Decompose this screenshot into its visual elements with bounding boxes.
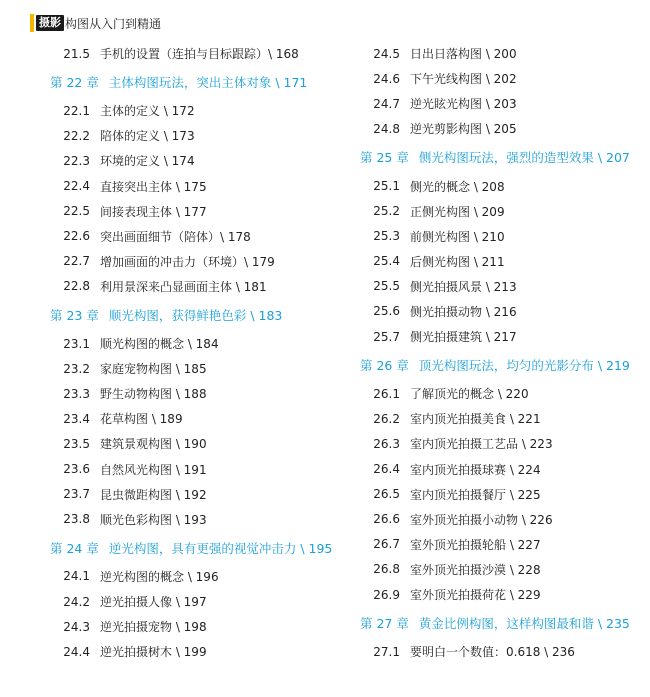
section-title: 自然风光构图 \ 191 (100, 462, 207, 477)
toc-entry[interactable] (50, 564, 350, 589)
toc-entry[interactable] (360, 199, 650, 224)
section-number: 22.4 (63, 179, 90, 194)
section-number: 26.7 (373, 537, 400, 552)
section-number: 25.4 (373, 254, 400, 269)
section-title: 下午光线构图 \ 202 (410, 72, 517, 87)
section-number: 23.5 (63, 436, 90, 451)
section-title: 主体的定义 \ 172 (100, 104, 195, 119)
section-number: 24.2 (63, 594, 90, 609)
section-number: 26.9 (373, 587, 400, 602)
section-title: 室内顶光拍摄餐厅 \ 225 (410, 487, 541, 502)
section-title: 昆虫微距构图 \ 192 (100, 487, 207, 502)
section-title: 侧光拍摄动物 \ 216 (410, 304, 517, 319)
section-number: 22.7 (63, 254, 90, 269)
section-number: 25.3 (373, 229, 400, 244)
section-number: 24.5 (373, 46, 400, 61)
section-number: 22.3 (63, 153, 90, 168)
section-title: 后侧光构图 \ 211 (410, 254, 505, 269)
section-number: 24.3 (63, 619, 90, 634)
section-title: 利用景深来凸显画面主体 \ 181 (100, 279, 267, 294)
header-title: 构图从入门到精通 (65, 16, 162, 31)
section-title: 室外顶光拍摄沙漠 \ 228 (410, 562, 541, 577)
toc-entry[interactable] (50, 224, 350, 249)
section-title: 逆光剪影构图 \ 205 (410, 122, 517, 137)
toc-entry[interactable] (50, 199, 350, 224)
section-title: 室内顶光拍摄工艺品 \ 223 (410, 437, 553, 452)
section-title: 逆光拍摄宠物 \ 198 (100, 620, 207, 635)
section-number: 25.2 (373, 204, 400, 219)
section-number: 24.7 (373, 96, 400, 111)
toc-entry[interactable] (360, 173, 650, 198)
section-title: 间接表现主体 \ 177 (100, 204, 207, 219)
toc-entry[interactable] (50, 589, 350, 614)
section-title: 逆光拍摄树木 \ 199 (100, 645, 207, 660)
toc-entry[interactable] (360, 381, 650, 406)
section-title: 直接突出主体 \ 175 (100, 179, 207, 194)
chapter-number: 第 26 章 (360, 358, 409, 374)
toc-chapter-heading[interactable] (360, 349, 650, 381)
page-header (30, 14, 161, 32)
section-title: 正侧光构图 \ 209 (410, 204, 505, 219)
section-title: 野生动物构图 \ 188 (100, 387, 207, 402)
toc-entry[interactable] (50, 431, 350, 456)
section-title: 侧光的概念 \ 208 (410, 179, 505, 194)
toc-chapter-heading[interactable] (50, 299, 350, 331)
toc-entry[interactable] (50, 356, 350, 381)
chapter-title: 黄金比例构图，这样构图最和谐 \ 235 (418, 616, 630, 632)
toc-chapter-heading[interactable] (50, 66, 350, 98)
toc-entry[interactable] (360, 91, 650, 116)
chapter-number: 第 22 章 (50, 75, 99, 91)
section-number: 23.8 (63, 512, 90, 527)
section-number: 26.5 (373, 487, 400, 502)
section-number: 23.4 (63, 411, 90, 426)
toc-entry[interactable] (50, 482, 350, 507)
section-title: 侧光拍摄建筑 \ 217 (410, 330, 517, 345)
section-number: 22.5 (63, 204, 90, 219)
section-number: 24.4 (63, 644, 90, 659)
section-title: 了解顶光的概念 \ 220 (410, 387, 529, 402)
section-number: 26.2 (373, 411, 400, 426)
section-title: 手机的设置（连拍与目标跟踪）\ 168 (100, 47, 299, 62)
section-title: 逆光构图的概念 \ 196 (100, 569, 219, 584)
section-number: 24.1 (63, 569, 90, 584)
section-title: 环境的定义 \ 174 (100, 154, 195, 169)
toc-entry[interactable] (50, 381, 350, 406)
toc-entry[interactable] (360, 532, 650, 557)
chapter-number: 第 25 章 (360, 150, 409, 166)
section-number: 23.3 (63, 386, 90, 401)
section-number: 26.3 (373, 436, 400, 451)
toc-entry[interactable] (360, 224, 650, 249)
chapter-number: 第 23 章 (50, 307, 99, 323)
section-number: 26.6 (373, 512, 400, 527)
section-number: 23.2 (63, 361, 90, 376)
toc-entry[interactable] (50, 406, 350, 431)
section-number: 25.5 (373, 279, 400, 294)
chapter-title: 主体构图玩法，突出主体对象 \ 171 (108, 75, 308, 91)
chapter-title: 逆光构图，具有更强的视觉冲击力 \ 195 (108, 540, 333, 556)
section-number: 22.8 (63, 279, 90, 294)
toc-entry[interactable] (360, 116, 650, 141)
section-number: 21.5 (63, 46, 90, 61)
section-title: 陪体的定义 \ 173 (100, 129, 195, 144)
toc-entry[interactable] (50, 507, 350, 532)
section-number: 22.2 (63, 128, 90, 143)
toc-entry[interactable] (360, 482, 650, 507)
toc-entry[interactable] (50, 123, 350, 148)
toc-entry[interactable] (360, 582, 650, 607)
toc-entry[interactable] (360, 324, 650, 349)
header-badge: 摄影 (36, 15, 64, 31)
section-number: 27.1 (373, 644, 400, 659)
section-title: 顺光构图的概念 \ 184 (100, 337, 219, 352)
chapter-title: 侧光构图玩法，强烈的造型效果 \ 207 (418, 150, 630, 166)
section-title: 家庭宠物构图 \ 185 (100, 362, 207, 377)
section-number: 23.7 (63, 487, 90, 502)
toc-entry[interactable] (360, 507, 650, 532)
toc-entry[interactable] (360, 249, 650, 274)
section-number: 25.7 (373, 329, 400, 344)
toc-entry[interactable] (50, 457, 350, 482)
section-number: 22.1 (63, 103, 90, 118)
section-title: 突出画面细节（陪体）\ 178 (100, 229, 251, 244)
section-title: 逆光拍摄人像 \ 197 (100, 595, 207, 610)
chapter-number: 第 27 章 (360, 616, 409, 632)
section-title: 顺光色彩构图 \ 193 (100, 512, 207, 527)
section-number: 26.4 (373, 462, 400, 477)
toc-left-column (50, 41, 350, 664)
header-accent-bar (30, 14, 34, 32)
toc-chapter-heading[interactable] (360, 607, 650, 639)
toc-entry[interactable] (50, 639, 350, 664)
chapter-title: 顶光构图玩法，均匀的光影分布 \ 219 (418, 358, 630, 374)
section-title: 日出日落构图 \ 200 (410, 47, 517, 62)
section-number: 25.1 (373, 179, 400, 194)
toc-entry[interactable] (50, 331, 350, 356)
toc-entry[interactable] (360, 41, 650, 66)
toc-entry[interactable] (360, 406, 650, 431)
toc-entry[interactable] (360, 557, 650, 582)
section-number: 25.6 (373, 304, 400, 319)
section-title: 逆光眩光构图 \ 203 (410, 97, 517, 112)
section-number: 26.1 (373, 386, 400, 401)
section-title: 侧光拍摄风景 \ 213 (410, 279, 517, 294)
section-number: 24.8 (373, 121, 400, 136)
toc-entry[interactable] (360, 299, 650, 324)
toc-entry[interactable] (50, 274, 350, 299)
toc-entry[interactable] (50, 173, 350, 198)
toc-right-column (360, 41, 650, 664)
section-title: 室外顶光拍摄小动物 \ 226 (410, 512, 553, 527)
section-number: 22.6 (63, 229, 90, 244)
section-title: 要明白一个数值：0.618 \ 236 (410, 645, 575, 660)
toc-entry[interactable] (50, 41, 350, 66)
toc-chapter-heading[interactable] (360, 141, 650, 173)
chapter-title: 顺光构图，获得鲜艳色彩 \ 183 (108, 307, 283, 323)
section-title: 增加画面的冲击力（环境）\ 179 (100, 254, 275, 269)
section-title: 花草构图 \ 189 (100, 412, 183, 427)
section-title: 前侧光构图 \ 210 (410, 229, 505, 244)
toc-entry[interactable] (360, 431, 650, 456)
toc-entry[interactable] (360, 274, 650, 299)
section-title: 建筑景观构图 \ 190 (100, 437, 207, 452)
section-title: 室内顶光拍摄美食 \ 221 (410, 412, 541, 427)
section-title: 室内顶光拍摄球赛 \ 224 (410, 462, 541, 477)
toc-entry[interactable] (360, 66, 650, 91)
section-number: 23.1 (63, 336, 90, 351)
section-number: 24.6 (373, 71, 400, 86)
section-title: 室外顶光拍摄荷花 \ 229 (410, 588, 541, 603)
toc-entry[interactable] (360, 457, 650, 482)
toc-entry[interactable] (360, 639, 650, 664)
toc-entry[interactable] (50, 249, 350, 274)
toc-entry[interactable] (50, 148, 350, 173)
toc-chapter-heading[interactable] (50, 532, 350, 564)
section-title: 室外顶光拍摄轮船 \ 227 (410, 537, 541, 552)
toc-entry[interactable] (50, 98, 350, 123)
chapter-number: 第 24 章 (50, 540, 99, 556)
toc-entry[interactable] (50, 614, 350, 639)
section-number: 26.8 (373, 562, 400, 577)
section-number: 23.6 (63, 462, 90, 477)
